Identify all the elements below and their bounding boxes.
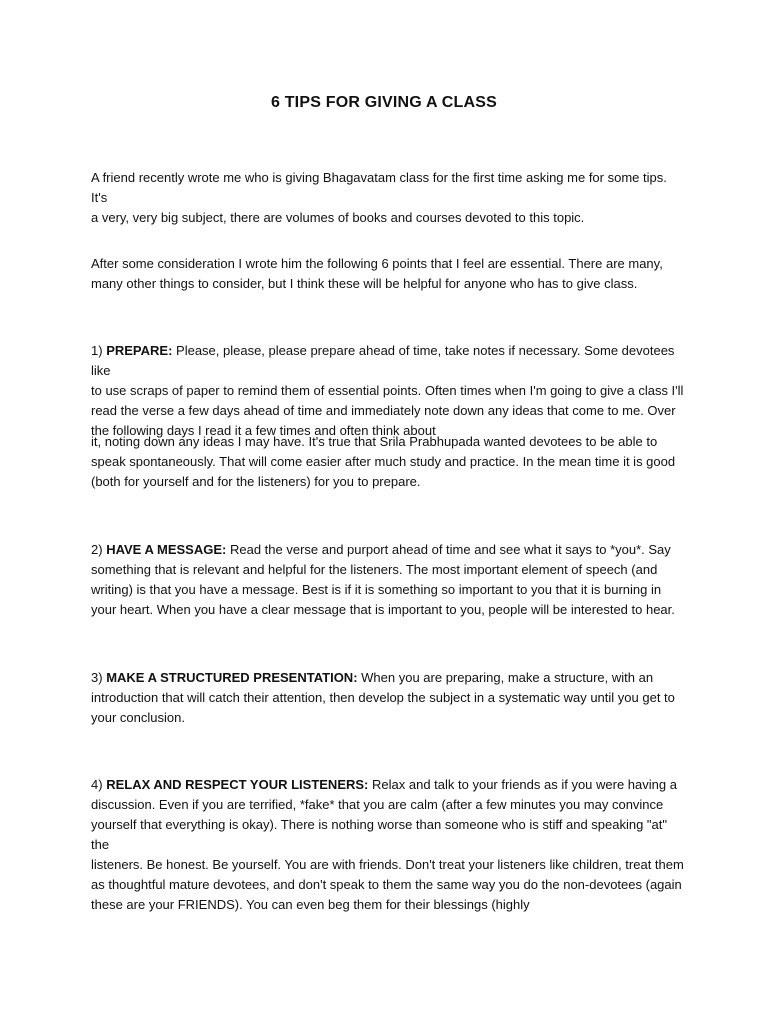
tip-2-paragraph: [91, 540, 685, 620]
document-title: 6 TIPS FOR GIVING A CLASS: [270, 94, 498, 111]
tip-4-text: Relax and talk to your friends as if you were having a discussion. Even if you are terrified, *fake* that you are calm (after a few minutes you may convince yourself that everything is okay). There is nothing worse than someone who is stiff and speaking "at" the listeners. Be honest. Be yourself. You are with friends. Don't treat your listeners like children, treat them as thoughtful mature devotees, and don't speak to them the same way you do the non-devotees (again these are your FRIENDS). You can even beg them for their blessings (highly: [91, 777, 684, 912]
tip-4-paragraph: [91, 775, 685, 915]
intro-paragraph-2: After some consideration I wrote him the following 6 points that I feel are essential. There are many, many other things to consider, but I think these will be helpful for anyone who has to give class.: [91, 256, 663, 291]
tip-1-number: 1): [91, 343, 103, 358]
tip-4-heading: RELAX AND RESPECT YOUR LISTENERS:: [106, 777, 369, 792]
tip-1-heading: PREPARE:: [106, 343, 173, 358]
tip-2-text: Read the verse and purport ahead of time and see what it says to *you*. Say something that is relevant and helpful for the listeners. The most important element of speech (and writing) is that you have a message. Best is if it is something so important to you that it is burning in your heart. When you have a clear message that is important to you, people will be interested to hear.: [91, 542, 675, 617]
intro-paragraph-1: A friend recently wrote me who is giving Bhagavatam class for the first time asking me for some tips. It's a very, very big subject, there are volumes of books and courses devoted to this topic.: [91, 170, 667, 225]
tip-3-text: When you are preparing, make a structure, with an introduction that will catch their attention, then develop the subject in a systematic way until you get to your conclusion.: [91, 670, 675, 725]
tip-1-text: Please, please, please prepare ahead of time, take notes if necessary. Some devotees like to use scraps of paper to remind them of essential points. Often times when I'm going to give a class I'll read the verse a few days ahead of time and immediately note down any ideas that come to me. Over the following days I read it a few times and often think about: [91, 343, 684, 438]
tip-3-paragraph: [91, 668, 685, 728]
tip-1-continuation: it, noting down any ideas I may have. It's true that Srila Prabhupada wanted devotees to be able to speak spontaneously. That will come easier after much study and practice. In the mean time it is good (both for yourself and for the listeners) for you to prepare.: [91, 434, 676, 489]
tip-3-number: 3): [91, 670, 103, 685]
tip-2-number: 2): [91, 542, 103, 557]
tip-1-paragraph: [91, 341, 685, 441]
tip-4-number: 4): [91, 777, 103, 792]
tip-2-heading: HAVE A MESSAGE:: [106, 542, 227, 557]
tip-3-heading: MAKE A STRUCTURED PRESENTATION:: [106, 670, 358, 685]
